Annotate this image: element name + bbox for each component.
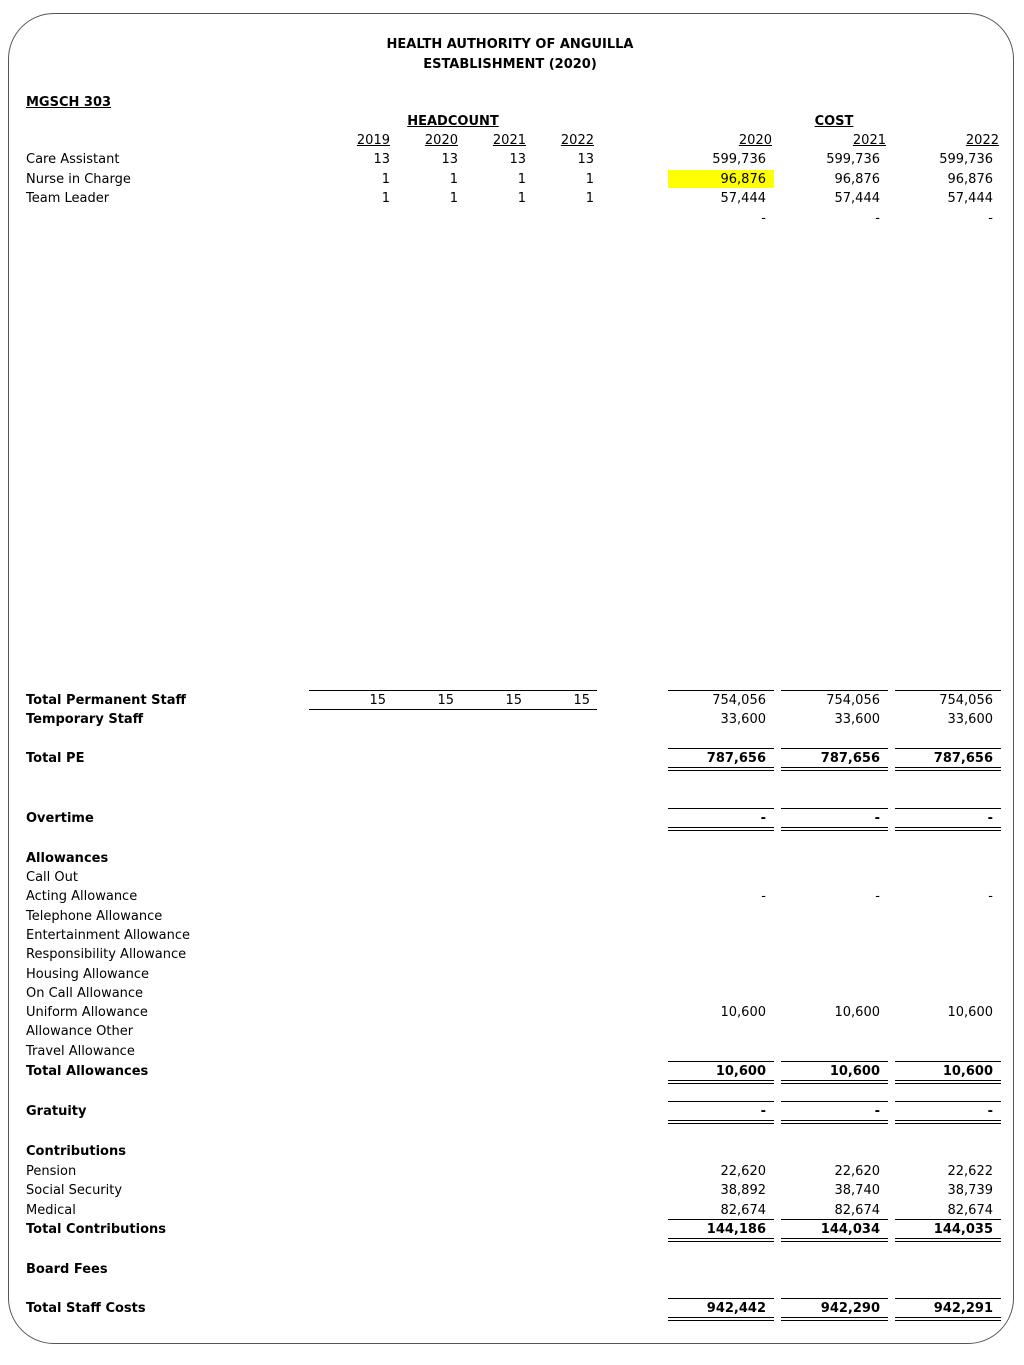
schedule-code: MGSCH 303 xyxy=(26,95,112,110)
overtime-label: Overtime xyxy=(26,811,94,826)
cost-cell: 10,600 xyxy=(942,1064,993,1079)
cost-cell: - xyxy=(988,889,993,905)
cost-cell: 144,186 xyxy=(706,1222,766,1237)
temporary-label: Temporary Staff xyxy=(26,712,144,727)
allowance-name: Entertainment Allowance xyxy=(26,927,190,943)
cost-cell: 22,622 xyxy=(947,1164,993,1179)
headcount-cell: 1 xyxy=(585,191,594,206)
staff-costs-under-rule-2 xyxy=(895,1317,1001,1318)
overtime-under-rule2-0 xyxy=(668,830,774,831)
cost-top-rule-0 xyxy=(668,690,774,691)
allowance-name: Housing Allowance xyxy=(26,966,150,982)
overtime-under-rule-0 xyxy=(668,827,774,828)
cost-cell: 96,876 xyxy=(834,171,880,187)
gratuity-under-rule2-0 xyxy=(668,1123,774,1124)
contributions-under-rule2-0 xyxy=(668,1241,774,1242)
headcount-cell: 1 xyxy=(517,171,526,187)
contributions-heading: Contributions xyxy=(26,1144,126,1159)
contributions-top-rule-1 xyxy=(781,1219,888,1220)
cost-cell: 10,600 xyxy=(715,1064,766,1079)
cost-cell: 144,034 xyxy=(820,1222,880,1237)
overtime-under-rule-2 xyxy=(895,827,1001,828)
gratuity-top-rule-0 xyxy=(668,1101,774,1102)
cost-cell: 33,600 xyxy=(947,712,993,727)
headcount-cell: 13 xyxy=(577,152,594,167)
allowance-name: Uniform Allowance xyxy=(26,1005,148,1021)
cost-cell: 22,620 xyxy=(834,1164,880,1179)
headcount-year: 2020 xyxy=(424,133,458,148)
staff-name: Nurse in Charge xyxy=(26,171,131,187)
gratuity-top-rule-2 xyxy=(895,1101,1001,1102)
cost-cell: 33,600 xyxy=(834,712,880,727)
staff-costs-under-rule-1 xyxy=(781,1317,888,1318)
headcount-year: 2019 xyxy=(356,133,390,148)
cost-cell: 38,739 xyxy=(947,1183,993,1199)
staff-name: Team Leader xyxy=(26,191,110,206)
pe-top-rule-1 xyxy=(781,748,888,749)
headcount-bottom-rule xyxy=(309,709,597,710)
overtime-under-rule2-1 xyxy=(781,830,888,831)
cost-cell: - xyxy=(760,811,766,826)
cost-cell: 82,674 xyxy=(834,1202,880,1218)
allowance-name: Call Out xyxy=(26,870,78,885)
cost-cell: 10,600 xyxy=(829,1064,880,1079)
allowance-name: Allowance Other xyxy=(26,1024,134,1040)
gratuity-label: Gratuity xyxy=(26,1104,87,1119)
staff-costs-under-rule2-1 xyxy=(781,1320,888,1321)
cost-cell: 599,736 xyxy=(939,152,993,167)
headcount-cell: 1 xyxy=(381,171,390,187)
cost-cell: 787,656 xyxy=(933,751,993,766)
staff-costs-top-rule-1 xyxy=(781,1298,888,1299)
cost-cell: - xyxy=(874,811,880,826)
cost-cell: 942,291 xyxy=(933,1301,993,1316)
cost-cell: 82,674 xyxy=(720,1202,766,1218)
allowances-under-rule-0 xyxy=(668,1080,774,1081)
pe-under-rule2-1 xyxy=(781,770,888,771)
contribution-name: Medical xyxy=(26,1202,76,1218)
pe-under-rule2-2 xyxy=(895,770,1001,771)
overtime-under-rule-1 xyxy=(781,827,888,828)
headcount-cell: 1 xyxy=(517,191,526,206)
cost-cell: - xyxy=(760,1104,766,1119)
total-contributions-label: Total Contributions xyxy=(26,1222,167,1237)
staff-name: Care Assistant xyxy=(26,152,120,167)
staff-costs-under-rule2-0 xyxy=(668,1320,774,1321)
allowances-top-rule-2 xyxy=(895,1061,1001,1062)
allowances-under-rule-2 xyxy=(895,1080,1001,1081)
cost-cell: 57,444 xyxy=(947,191,993,206)
cost-cell: 10,600 xyxy=(834,1005,880,1021)
cost-cell: 96,876 xyxy=(947,171,993,187)
contributions-under-rule-2 xyxy=(895,1238,1001,1239)
total-allowances-label: Total Allowances xyxy=(26,1064,149,1079)
headcount-cell: 1 xyxy=(449,191,458,206)
contributions-under-rule-1 xyxy=(781,1238,888,1239)
cost-cell: 787,656 xyxy=(706,751,766,766)
cost-cell: - xyxy=(988,210,993,226)
allowance-name: Telephone Allowance xyxy=(26,908,163,924)
total-staff-costs-label: Total Staff Costs xyxy=(26,1301,146,1316)
headcount-cell: 1 xyxy=(585,171,594,187)
cost-year: 2021 xyxy=(852,133,886,148)
headcount-cell: 1 xyxy=(381,191,390,206)
overtime-top-rule-2 xyxy=(895,808,1001,809)
overtime-top-rule-0 xyxy=(668,808,774,809)
pe-under-rule2-0 xyxy=(668,770,774,771)
contribution-name: Social Security xyxy=(26,1183,123,1199)
allowance-name: Travel Allowance xyxy=(26,1043,135,1059)
headcount-total: 15 xyxy=(437,693,454,708)
cost-cell: 754,056 xyxy=(826,693,880,708)
cost-cell: 57,444 xyxy=(720,191,766,206)
gratuity-under-rule-0 xyxy=(668,1120,774,1121)
establishment-subtitle: ESTABLISHMENT (2020) xyxy=(423,57,597,72)
cost-cell: 754,056 xyxy=(939,693,993,708)
allowances-top-rule-0 xyxy=(668,1061,774,1062)
cost-cell: - xyxy=(987,1104,993,1119)
gratuity-under-rule2-2 xyxy=(895,1123,1001,1124)
cost-cell: 38,892 xyxy=(720,1183,766,1199)
headcount-cell: 13 xyxy=(509,152,526,167)
cost-cell: 10,600 xyxy=(720,1005,766,1021)
allowances-under-rule2-1 xyxy=(781,1083,888,1084)
gratuity-under-rule-2 xyxy=(895,1120,1001,1121)
headcount-year: 2022 xyxy=(560,133,594,148)
headcount-cell: 1 xyxy=(449,171,458,187)
contributions-under-rule-0 xyxy=(668,1238,774,1239)
cost-cell: 942,290 xyxy=(820,1301,880,1316)
cost-cell: 942,442 xyxy=(706,1301,766,1316)
total-permanent-label: Total Permanent Staff xyxy=(26,693,187,708)
pe-top-rule-2 xyxy=(895,748,1001,749)
cost-cell: - xyxy=(874,1104,880,1119)
cost-heading: COST xyxy=(814,114,854,129)
org-title: HEALTH AUTHORITY OF ANGUILLA xyxy=(386,37,634,52)
allowances-top-rule-1 xyxy=(781,1061,888,1062)
headcount-top-rule xyxy=(309,690,597,691)
cost-cell: - xyxy=(761,210,766,226)
pe-under-rule-0 xyxy=(668,767,774,768)
cost-cell: 787,656 xyxy=(820,751,880,766)
headcount-year: 2021 xyxy=(492,133,526,148)
allowance-name: Acting Allowance xyxy=(26,889,138,905)
allowance-name: Responsibility Allowance xyxy=(26,947,187,963)
cost-year: 2020 xyxy=(738,133,772,148)
cost-top-rule-2 xyxy=(895,690,1001,691)
cost-cell: 144,035 xyxy=(933,1222,993,1237)
headcount-total: 15 xyxy=(369,693,386,708)
staff-costs-top-rule-2 xyxy=(895,1298,1001,1299)
cost-cell: 38,740 xyxy=(834,1183,880,1199)
staff-costs-under-rule2-2 xyxy=(895,1320,1001,1321)
headcount-total: 15 xyxy=(505,693,522,708)
cost-cell: 96,876 xyxy=(720,171,766,187)
cost-cell: - xyxy=(875,210,880,226)
pe-top-rule-0 xyxy=(668,748,774,749)
cost-year: 2022 xyxy=(965,133,999,148)
gratuity-top-rule-1 xyxy=(781,1101,888,1102)
overtime-top-rule-1 xyxy=(781,808,888,809)
cost-top-rule-1 xyxy=(781,690,888,691)
cost-cell: 754,056 xyxy=(712,693,766,708)
allowance-name: On Call Allowance xyxy=(26,985,144,1001)
cost-cell: 57,444 xyxy=(834,191,880,206)
staff-costs-top-rule-0 xyxy=(668,1298,774,1299)
staff-costs-under-rule-0 xyxy=(668,1317,774,1318)
cost-cell: 82,674 xyxy=(947,1202,993,1218)
cost-cell: 599,736 xyxy=(826,152,880,167)
gratuity-under-rule-1 xyxy=(781,1120,888,1121)
cost-cell: 22,620 xyxy=(720,1164,766,1179)
pe-under-rule-1 xyxy=(781,767,888,768)
cost-cell: - xyxy=(761,889,766,905)
total-pe-label: Total PE xyxy=(26,751,85,766)
headcount-cell: 13 xyxy=(441,152,458,167)
cost-cell: - xyxy=(875,889,880,905)
allowances-heading: Allowances xyxy=(26,851,109,866)
gratuity-under-rule2-1 xyxy=(781,1123,888,1124)
cost-cell: 599,736 xyxy=(712,152,766,167)
contributions-top-rule-0 xyxy=(668,1219,774,1220)
headcount-cell: 13 xyxy=(373,152,390,167)
contributions-under-rule2-2 xyxy=(895,1241,1001,1242)
cost-cell: 10,600 xyxy=(947,1005,993,1021)
allowances-under-rule-1 xyxy=(781,1080,888,1081)
allowances-under-rule2-0 xyxy=(668,1083,774,1084)
contributions-top-rule-2 xyxy=(895,1219,1001,1220)
contributions-under-rule2-1 xyxy=(781,1241,888,1242)
headcount-heading: HEADCOUNT xyxy=(407,114,499,129)
allowances-under-rule2-2 xyxy=(895,1083,1001,1084)
contribution-name: Pension xyxy=(26,1164,77,1179)
headcount-total: 15 xyxy=(573,693,590,708)
cost-cell: 33,600 xyxy=(720,712,766,727)
board-fees-label: Board Fees xyxy=(26,1262,108,1277)
overtime-under-rule2-2 xyxy=(895,830,1001,831)
pe-under-rule-2 xyxy=(895,767,1001,768)
cost-cell: - xyxy=(987,811,993,826)
